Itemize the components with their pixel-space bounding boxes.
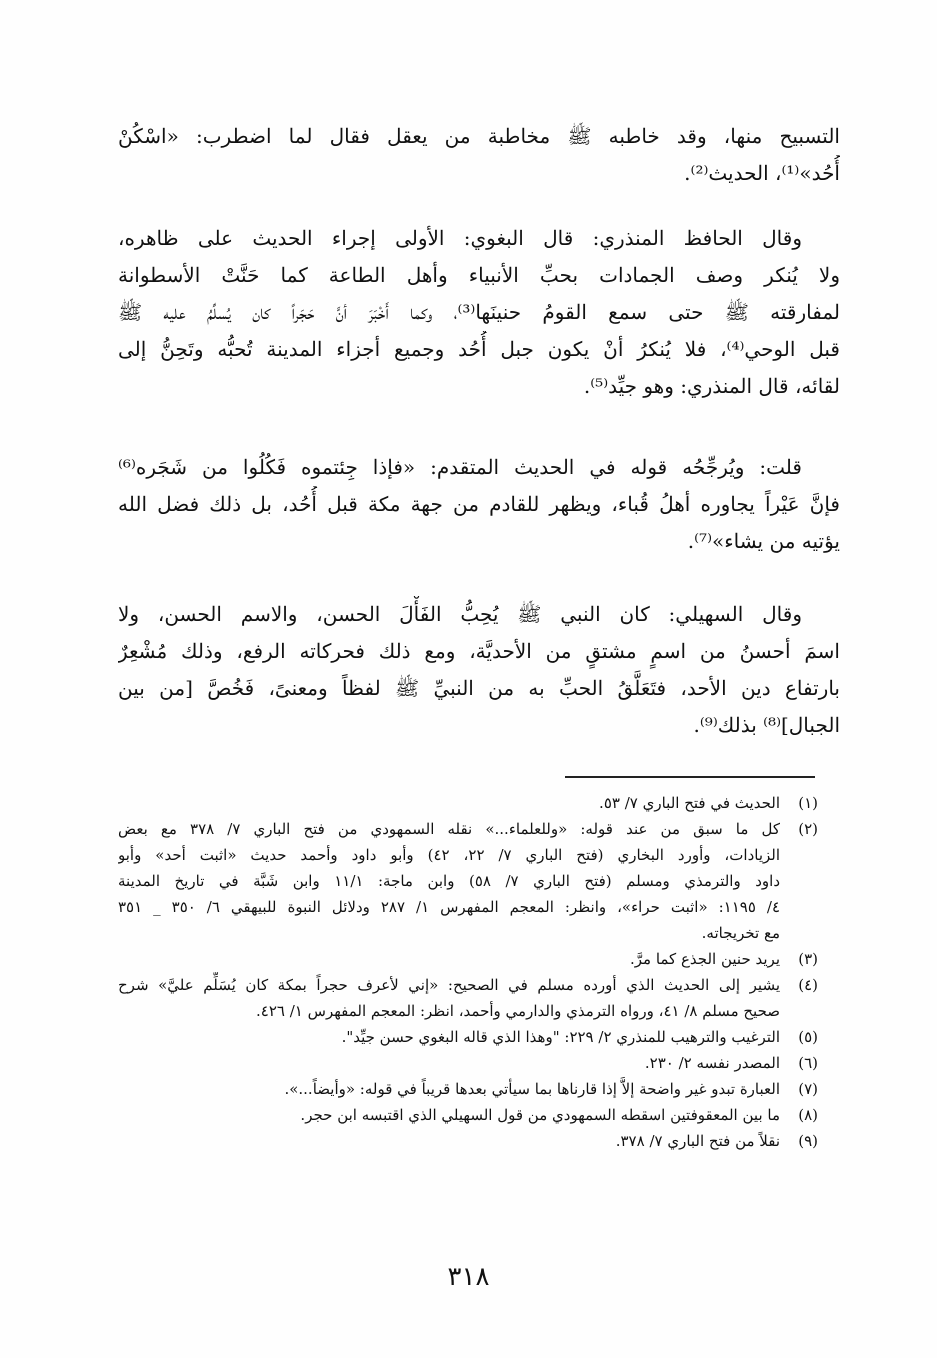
paragraph-1 (118, 118, 840, 192)
paragraph-2 (118, 220, 840, 405)
footnote-line: الترغيب والترهيب للمنذري ٢/ ٢٢٩: "وهذا الذي قاله البغوي حسن جيِّد". (341, 1028, 780, 1046)
text-line: وقال الحافظ المنذري: قال البغوي: الأولى إجراء الحديث على ظاهره، (118, 226, 802, 250)
footnote-1 (118, 790, 818, 816)
footnote-number: (٩) (798, 1132, 818, 1150)
text-line: الجبال]⁽⁸⁾ بذلك⁽⁹⁾. (693, 713, 840, 737)
footnote-8 (118, 1102, 818, 1128)
text-line: قبل الوحي⁽⁴⁾، فلا يُنكرُ أنْ يكون جبل أُحُد وجميع أجزاء المدينة تُحبُّه وتَحِنُّ إلى (118, 337, 840, 361)
footnote-number: (٢) (798, 820, 818, 838)
footnote-9 (118, 1128, 818, 1154)
text-line: وقال السهيلي: كان النبي ﷺ يُحِبُّ الفَأْلَ الحسن، والاسم الحسن، ولا (118, 602, 802, 626)
page-number: ٣١٨ (447, 1262, 490, 1292)
footnote-number: (٧) (798, 1080, 818, 1098)
footnote-line: العبارة تبدو غير واضحة إلاَّ إذا قارناها بما سيأتي بعدها قريباً في قوله: «وأيضاً...». (284, 1080, 780, 1098)
text-line: لمفارقته ﷺ حتى سمع القومُ حنينَها⁽³⁾، وكما أَخْبَرَ أنَّ حَجَراً كان يُسلِّمُ عليه ﷺ (118, 300, 840, 324)
footnote-line: نقلاً من فتح الباري ٧/ ٣٧٨. (615, 1132, 780, 1150)
text-line: يؤتيه من يشاء»⁽⁷⁾. (687, 529, 840, 553)
footnote-6 (118, 1050, 818, 1076)
text-line: اسمَ أحسنُ من اسمٍ مشتقٍ من الأحديَّة، ومع ذلك فحركاته الرفع، وذلك مُشْعِرٌ (118, 639, 840, 663)
text-line: بارتفاع دين الأحد، فتَعَلَّقُ الحبِّ به من النبيِّ ﷺ لفظاً ومعنىً، فَخُصَّ [من بين (118, 676, 840, 700)
footnote-line: كل ما سبق من عند قوله: «وللعلماء...» نقله السمهودي من فتح الباري ٧/ ٣٧٨ مع بعض (118, 820, 780, 838)
text-line: أُحُد»⁽¹⁾، الحديث⁽²⁾. (684, 161, 840, 185)
footnote-number: (٥) (798, 1028, 818, 1046)
footnote-number: (٦) (798, 1054, 818, 1072)
footnote-line: المصدر نفسه ٢/ ٢٣٠. (644, 1054, 780, 1072)
footnote-line: مع تخريجاته. (701, 924, 780, 942)
footnote-7 (118, 1076, 818, 1102)
paragraph-3 (118, 449, 840, 560)
footnote-line: ما بين المعقوفتين اسقطه السمهودي من قول السهيلي الذي اقتبسه ابن حجر. (300, 1106, 780, 1124)
footnote-number: (١) (798, 794, 818, 812)
footnote-line: صحيح مسلم ٨/ ٤١، ورواه الترمذي والدارمي وأحمد، انظر: المعجم المفهرس ١/ ٤٢٦. (256, 1002, 780, 1020)
text-line: لقائه، قال المنذري: وهو جيِّد⁽⁵⁾. (583, 374, 840, 398)
footnote-4 (118, 972, 818, 1024)
footnote-line: داود والترمذي ومسلم (فتح الباري ٧/ ٥٨) وابن ماجة: ١١/١ وابن شَبَّة في تاريخ المدينة (118, 872, 780, 890)
footnote-3 (118, 946, 818, 972)
footnote-number: (٤) (798, 976, 818, 994)
footnote-line: الحديث في فتح الباري ٧/ ٥٣. (599, 794, 780, 812)
footnote-line: يشير إلى الحديث الذي أورده مسلم في الصحيح: «إني لأعرف حجراً بمكة كان يُسَلِّم عليَّ» شرح (118, 976, 780, 994)
paragraph-4 (118, 596, 840, 744)
footnote-2 (118, 816, 818, 946)
footnote-number: (٨) (798, 1106, 818, 1124)
footnote-5 (118, 1024, 818, 1050)
footnotes (118, 790, 818, 1154)
text-line: التسبيح منها، وقد خاطبه ﷺ مخاطبة من يعقل فقال لما اضطرب: «اسْكُنْ (118, 124, 840, 148)
footnote-line: ٤/ ١١٩٥: «اثبت حراء»، وانظر: المعجم المفهرس ١/ ٢٨٧ ودلائل النبوة للبيهقي ٦/ ٣٥٠ _ ٣٥١ (118, 898, 780, 916)
footnote-separator (565, 776, 815, 778)
footnote-line: يريد حنين الجذع كما مرَّ. (629, 950, 780, 968)
text-line: قلت: ويُرجِّحُه قوله في الحديث المتقدم: «فإذا جِئتموه فَكُلُوا من شَجَره⁽⁶⁾ (118, 455, 802, 479)
text-line: فإنَّ عَيْراً يجاوره أهلُ قُباء، ويظهر للقادم من جهة مكة قبل أُحُد، بل ذلك فضل الله (118, 492, 840, 516)
text-line: ولا يُنكر وصف الجمادات بحبِّ الأنبياء وأهل الطاعة كما حَنَّتْ الأسطوانة (118, 263, 840, 287)
footnote-line: الزيادات، وأورد البخاري (فتح الباري ٧/ ٢٢، ٤٢) وأبو داود وأحمد حديث «اثبت أحد» وأبو (118, 846, 780, 864)
footnote-number: (٣) (798, 950, 818, 968)
